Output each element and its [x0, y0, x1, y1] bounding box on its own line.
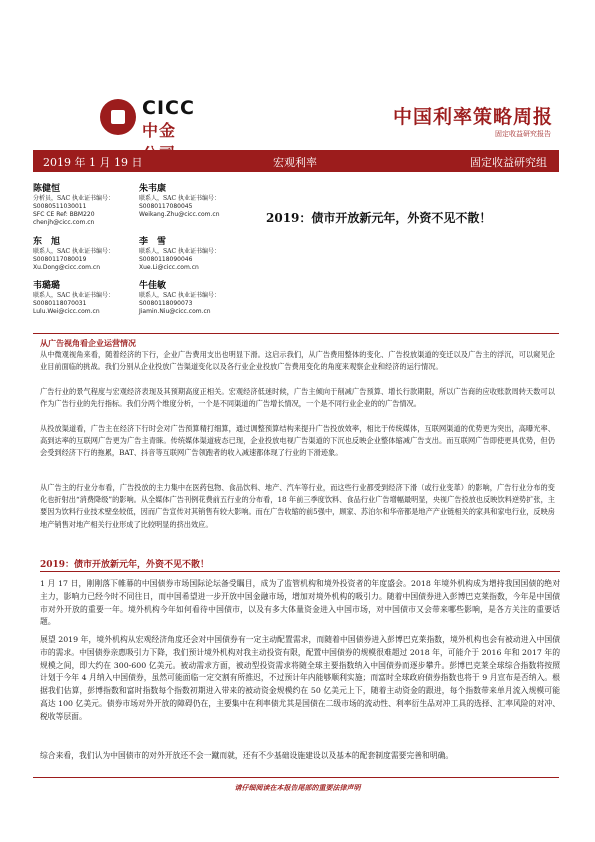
author-sfc: SFC CE Ref: BBM220 — [33, 211, 95, 218]
author-license: S0080118090073 — [139, 300, 193, 307]
logo-text-cn: 中金 — [142, 121, 177, 140]
author-role: 联系人，SAC 执业证书编号： — [33, 248, 114, 255]
paragraph: 广告行业的景气程度与宏观经济表现及其预期高度正相关。宏观经济低迷时候，广告主倾向于削减广告预算、增长行款期限，所以广告商的应收账款周转天数可以作为广告行业的先行指标。我们分两个维度分析，一个是不同渠道的广告增长情况，一个是不同行业企业的的广告情况。 — [40, 387, 555, 409]
report-date: 2019 年 1 月 19 日 — [43, 156, 143, 169]
author-email[interactable]: chenjh@cicc.com.cn — [33, 219, 95, 226]
author-name: 韦璐璐 — [33, 281, 61, 291]
author-card — [139, 236, 220, 272]
author-role: 联系人，SAC 执业证书编号： — [139, 195, 220, 202]
author-email[interactable]: Lulu.Wei@cicc.com.cn — [33, 308, 100, 315]
author-card — [33, 183, 114, 227]
paragraph: 1 月 17 日，刚刚落下帷幕的中国债券市场国际论坛备受瞩目，成为了监管机构和境外投资者的年度盛会。2018 年境外机构成为增持我国国债的绝对主力，影响力已经今时不同往日，而中国希望进一步开放中国金融市场，增加对境外机构的吸引力。随着中国债券进入彭博巴克莱指数，今年是中国债市对外开放的重要一年。境外机构今年如何看待中国债市，以及有多大体量资金进入中国市场，对中国债市又会带来哪些影响，是各方关注的重要话题。 — [40, 579, 560, 627]
paragraph: 从投放渠道看，广告主在经济下行时会对广告预算精打细算，通过调整预算结构来提升广告投放效率，相比于传统媒体，互联网渠道的优势更为突出，高曝光率、高到达率的互联网广告更为广告主青睐。传统媒体渠道疲态已现，企业投放电视广告渠道的下沉也反映企业整体缩减广告支出。而互联网广告即使更具优势，但仍会受到经济下行的拖累，BAT、抖音等互联网广告领跑者的收入减速都体现了行业的下滑迹象。 — [40, 424, 555, 458]
author-license: S0080511030011 — [33, 203, 87, 210]
author-role: 联系人，SAC 执业证书编号： — [139, 248, 220, 255]
author-role: 分析员，SAC 执业证书编号： — [33, 195, 114, 202]
paragraph: 从广告主的行业分布看，广告投放的主力集中在医药包物、食品饮料、地产、汽车等行业，而这些行业都受到经济下滑（或行业变革）的影响，广告行业分布的变化也折射出“消费降级”的影响。从全媒体广告刊例花费前五行业的分布看，18 年前三季度饮料、食品行业广告增幅最明显，央视广告投放也反映饮料逆势扩张，主要因为饮料行业技术壁垒较低，因而广告宣传对其销售有较大影响。而在广告收缩的前5强中，顾家、苏泊尔和华帝都是地产产业链相关的家具和家电行业，反映房地产销售对地产相关行业形成了比较明显的挤出效应。 — [40, 483, 555, 529]
author-card — [139, 183, 220, 219]
logo-text-en: CICC — [142, 97, 195, 119]
paragraph: 综合来看，我们认为中国债市的对外开放还不会一蹴而就，还有不少基础设施建设以及基本的配套制度需要完善和明确。 — [40, 751, 454, 760]
author-license: S0080117080045 — [139, 203, 193, 210]
author-name: 东 旭 — [33, 237, 61, 247]
author-card — [33, 236, 114, 272]
cicc-logo-icon — [100, 99, 136, 135]
report-category: 宏观利率 — [273, 156, 317, 169]
report-banner — [33, 150, 559, 172]
footer-divider — [33, 777, 559, 778]
legal-disclaimer: 请仔细阅读在本报告尾部的重要法律声明 — [234, 783, 361, 792]
author-license: S0080117080019 — [33, 256, 87, 263]
author-name: 陈健恒 — [33, 184, 61, 194]
report-subtitle: 固定收益研究报告 — [495, 130, 551, 138]
author-name: 朱韦康 — [139, 184, 167, 194]
author-email[interactable]: Xu.Dong@cicc.com.cn — [33, 264, 101, 271]
author-email[interactable]: Jiamin.Niu@cicc.com.cn — [139, 308, 211, 315]
cicc-logo — [100, 95, 195, 141]
section-divider — [40, 571, 560, 572]
report-headline: 2019：债市开放新元年，外资不见不散！ — [266, 211, 492, 225]
author-card — [33, 280, 114, 316]
author-license: S0080118070031 — [33, 300, 87, 307]
author-card — [139, 280, 220, 316]
section-title: 从广告视角看企业运营情况 — [40, 338, 136, 348]
author-email[interactable]: Weikang.Zhu@cicc.com.cn — [139, 211, 220, 218]
author-name: 李 雪 — [139, 237, 167, 247]
author-role: 联系人，SAC 执业证书编号： — [33, 292, 114, 299]
section-title: 2019：债市开放新元年，外资不见不散！ — [40, 560, 210, 570]
report-title: 中国利率策略周报 — [392, 106, 553, 128]
author-name: 牛佳敏 — [139, 281, 167, 291]
author-email[interactable]: Xue.Li@cicc.com.cn — [139, 264, 199, 271]
paragraph: 从中微观视角来看，随着经济的下行，企业广告费用支出也明显下滑。这启示我们，从广告费用整体的变化、广告投放渠道的变迁以及广告主的浮沉，可以窥见企业目前面临的挑战。我们分别从企业投放广告渠道变化以及各行业企业投放广告费用变化的角度来观察企业和经济的运行情况。 — [40, 350, 555, 372]
author-license: S0080118090046 — [139, 256, 193, 263]
paragraph: 展望 2019 年，境外机构从宏观经济角度还会对中国债券有一定主动配置需求，而随着中国债券进入彭博巴克莱指数，境外机构也会有被动进入中国债市的需求。中国债券亲惠吸引力下降，我们预计境外机构对我主动投资有限，配置中国债券的规模很难超过 2018 年，可能介于 2016 年和 2017 年的规模之间，即大约在 300-600 亿美元。被动需求方面，被动型投资需求将随全球主要指数纳入中国债券而逐步攀升。彭博巴克莱全球综合指数将按照计划于今年 4 月纳入中国债券，虽然可能面临一定交割有所推迟，不过预计年内能够顺利实施；而富时全球政府债券指数也将于 9 月宣布是否纳入。根据我们估算，彭博指数和富时指数每个指数初期进入带来的被动资金规模约在 50 亿美元上下，随着主动资金的跟进，每个指数带来单月流入规模可能高达 100 亿美元。债券市场对外开放的障碍仍在，主要集中在利率债尤其是国债在二级市场的流动性、利率衍生品对冲工具的选择、汇率风险的对冲、税收等层面。 — [40, 635, 560, 721]
research-group: 固定收益研究组 — [470, 156, 547, 169]
author-role: 联系人，SAC 执业证书编号： — [139, 292, 220, 299]
divider — [33, 333, 559, 334]
